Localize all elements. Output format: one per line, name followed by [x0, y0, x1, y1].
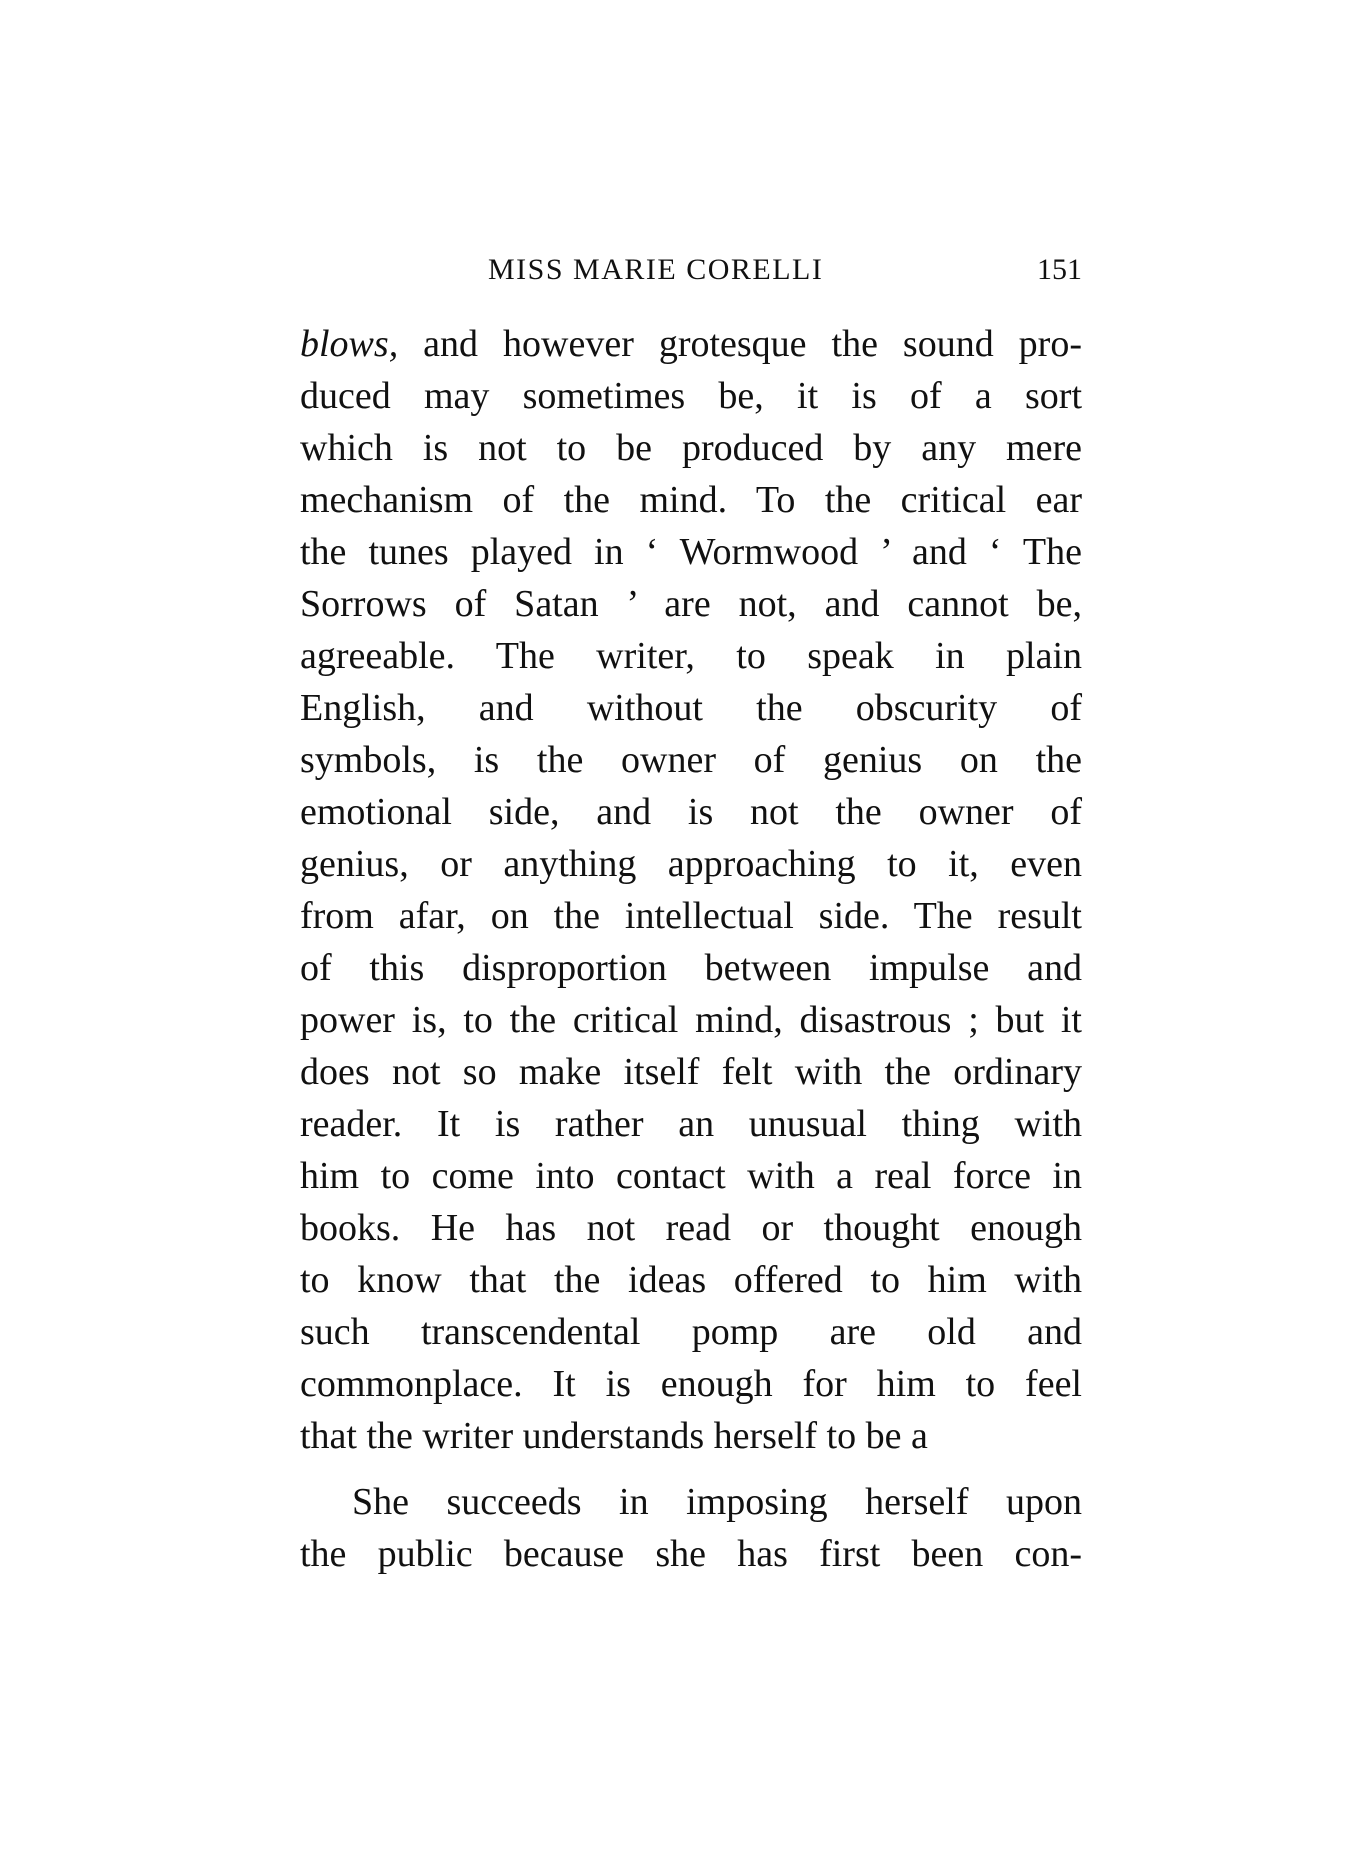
paragraph-1-line: which is not to be produced by any mere: [300, 427, 1082, 469]
paragraph-1-line: from afar, on the intellectual side. The result: [300, 895, 1082, 937]
paragraph-1-line: Sorrows of Satan ’ are not, and cannot be,: [300, 583, 1082, 625]
paragraph-1-line: reader. It is rather an unusual thing with: [300, 1103, 1082, 1145]
paragraph-1-line: of this disproportion between impulse and: [300, 947, 1082, 989]
paragraph-1-line-1: [300, 318, 1082, 370]
paragraph-1-line: commonplace. It is enough for him to feel: [300, 1363, 1082, 1405]
italic-word: blows,: [300, 323, 399, 365]
paragraph-2-line: the public because she has first been con-: [300, 1533, 1082, 1575]
line-text: and however grotesque the sound pro-: [398, 323, 1082, 365]
paragraph-1-line: mechanism of the mind. To the critical ear: [300, 479, 1082, 521]
paragraph-1-line: books. He has not read or thought enough: [300, 1207, 1082, 1249]
paragraph-1-line: genius, or anything approaching to it, even: [300, 843, 1082, 885]
paragraph-1-line: duced may sometimes be, it is of a sort: [300, 375, 1082, 417]
paragraph-1-line: does not so make itself felt with the ordinary: [300, 1051, 1082, 1093]
paragraph-2-line: She succeeds in imposing herself upon: [352, 1481, 1082, 1523]
running-head: [300, 248, 1082, 292]
paragraph-1-line: to know that the ideas offered to him with: [300, 1259, 1082, 1301]
paragraph-1-line: power is, to the critical mind, disastrous ; but it: [300, 999, 1082, 1041]
paragraph-1-last-line: that the writer understands herself to be a: [300, 1415, 928, 1457]
paragraph-1-line: agreeable. The writer, to speak in plain: [300, 635, 1082, 677]
paragraph-1-line: such transcendental pomp are old and: [300, 1311, 1082, 1353]
body-text: [300, 318, 1082, 1580]
paragraph-break: [300, 1462, 1082, 1476]
paragraph-1-line: him to come into contact with a real force in: [300, 1155, 1082, 1197]
running-title: MISS MARIE CORELLI: [488, 253, 824, 286]
page-number: 151: [1037, 253, 1082, 286]
paragraph-1-line: the tunes played in ‘ Wormwood ’ and ‘ The: [300, 531, 1082, 573]
paragraph-1-line: English, and without the obscurity of: [300, 687, 1082, 729]
paragraph-1-line: symbols, is the owner of genius on the: [300, 739, 1082, 781]
paragraph-1-line: emotional side, and is not the owner of: [300, 791, 1082, 833]
